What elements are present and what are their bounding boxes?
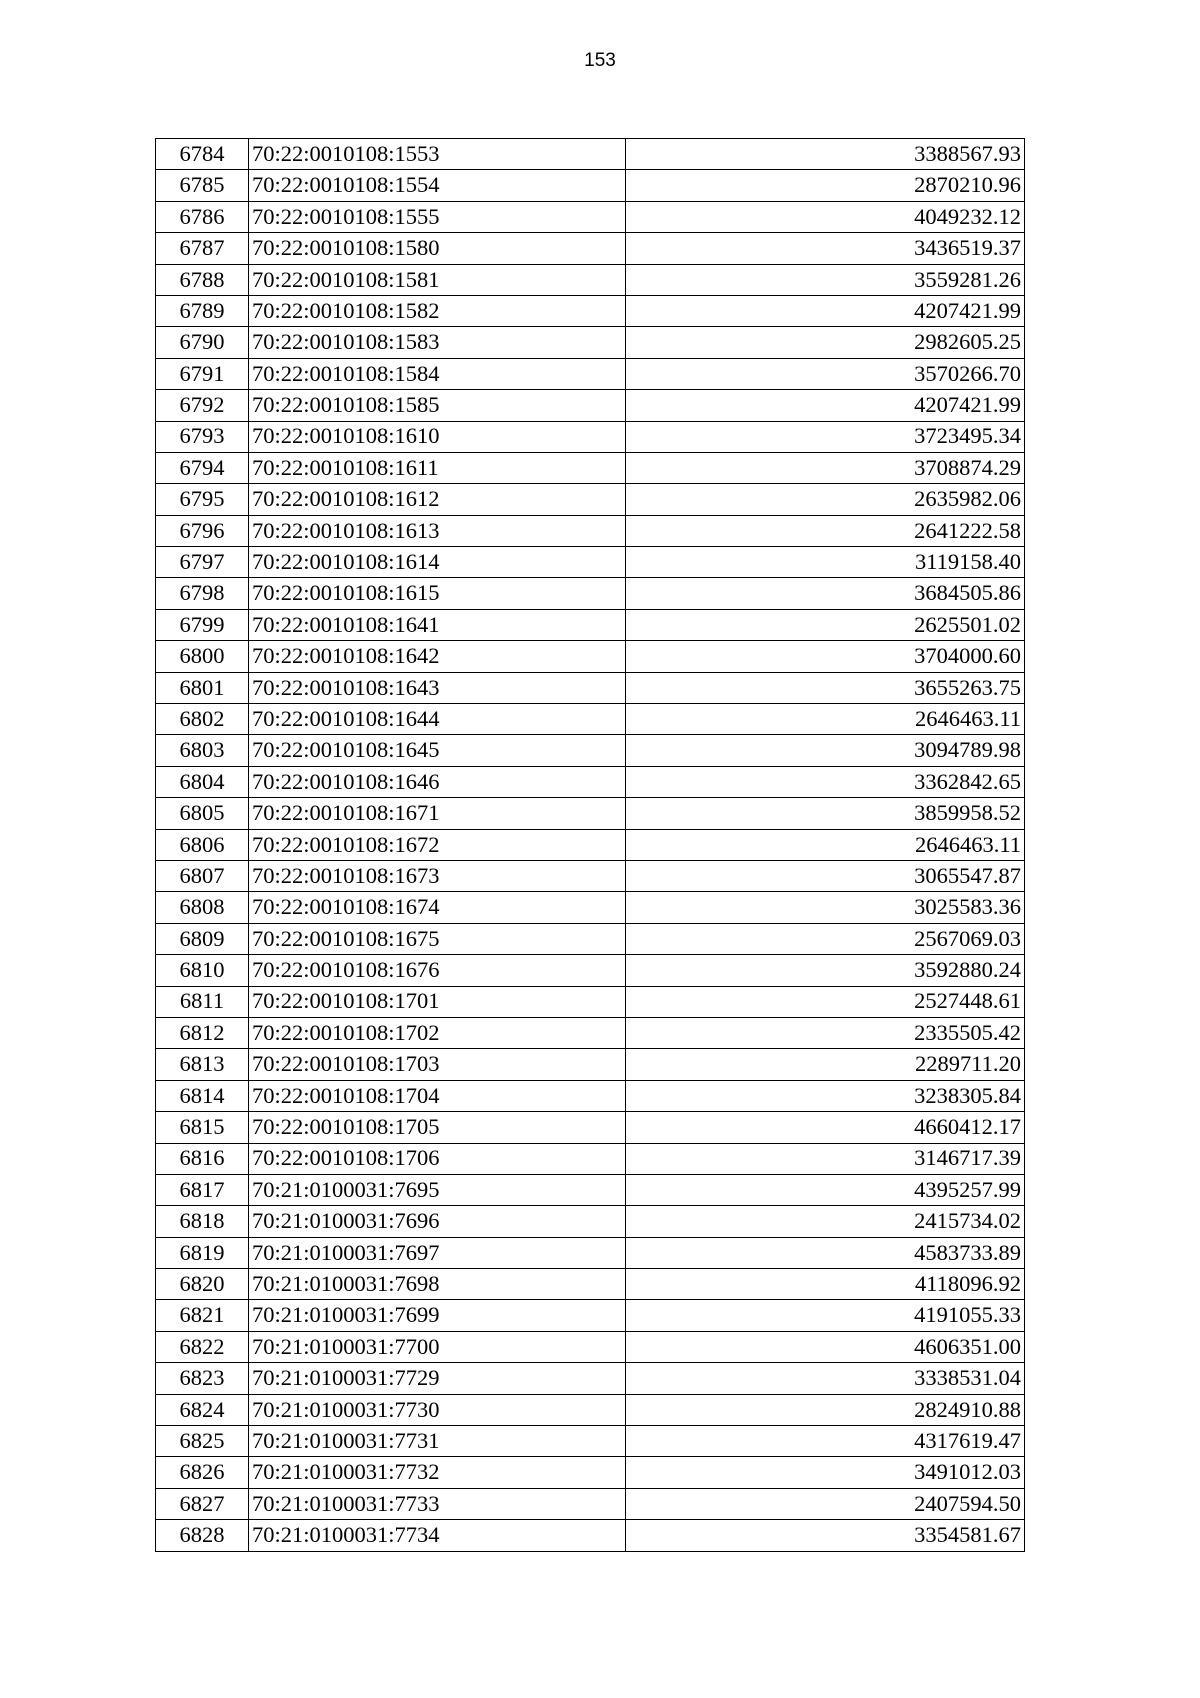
cadastral-value-cell: 3119158.40 bbox=[626, 547, 1025, 578]
row-number-cell: 6819 bbox=[156, 1237, 249, 1268]
cadastral-value-cell: 3592880.24 bbox=[626, 955, 1025, 986]
row-number-cell: 6793 bbox=[156, 421, 249, 452]
row-number-cell: 6808 bbox=[156, 892, 249, 923]
row-number-cell: 6798 bbox=[156, 578, 249, 609]
table-row bbox=[156, 1426, 1025, 1457]
cadastral-number-cell: 70:21:0100031:7731 bbox=[249, 1426, 626, 1457]
row-number-cell: 6796 bbox=[156, 515, 249, 546]
cadastral-number-cell: 70:22:0010108:1672 bbox=[249, 829, 626, 860]
cadastral-value-cell: 3859958.52 bbox=[626, 798, 1025, 829]
table-row bbox=[156, 1017, 1025, 1048]
cadastral-value-cell: 3655263.75 bbox=[626, 672, 1025, 703]
row-number-cell: 6794 bbox=[156, 452, 249, 483]
cadastral-number-cell: 70:22:0010108:1553 bbox=[249, 139, 626, 170]
cadastral-number-cell: 70:22:0010108:1646 bbox=[249, 766, 626, 797]
table-row bbox=[156, 139, 1025, 170]
cadastral-number-cell: 70:22:0010108:1584 bbox=[249, 358, 626, 389]
cadastral-number-cell: 70:22:0010108:1641 bbox=[249, 609, 626, 640]
row-number-cell: 6825 bbox=[156, 1426, 249, 1457]
table-row bbox=[156, 327, 1025, 358]
cadastral-number-cell: 70:22:0010108:1674 bbox=[249, 892, 626, 923]
row-number-cell: 6804 bbox=[156, 766, 249, 797]
cadastral-number-cell: 70:22:0010108:1614 bbox=[249, 547, 626, 578]
row-number-cell: 6790 bbox=[156, 327, 249, 358]
cadastral-number-cell: 70:22:0010108:1585 bbox=[249, 390, 626, 421]
cadastral-value-cell: 2415734.02 bbox=[626, 1206, 1025, 1237]
table-row bbox=[156, 672, 1025, 703]
row-number-cell: 6795 bbox=[156, 484, 249, 515]
cadastral-number-cell: 70:22:0010108:1612 bbox=[249, 484, 626, 515]
cadastral-number-cell: 70:22:0010108:1706 bbox=[249, 1143, 626, 1174]
cadastral-number-cell: 70:21:0100031:7730 bbox=[249, 1394, 626, 1425]
cadastral-value-cell: 2289711.20 bbox=[626, 1049, 1025, 1080]
cadastral-number-cell: 70:22:0010108:1676 bbox=[249, 955, 626, 986]
cadastral-number-cell: 70:21:0100031:7696 bbox=[249, 1206, 626, 1237]
cadastral-value-cell: 3559281.26 bbox=[626, 264, 1025, 295]
cadastral-number-cell: 70:21:0100031:7733 bbox=[249, 1488, 626, 1519]
cadastral-value-cell: 3354581.67 bbox=[626, 1520, 1025, 1551]
row-number-cell: 6797 bbox=[156, 547, 249, 578]
cadastral-number-cell: 70:22:0010108:1555 bbox=[249, 201, 626, 232]
table-row bbox=[156, 1394, 1025, 1425]
table-row bbox=[156, 390, 1025, 421]
row-number-cell: 6828 bbox=[156, 1520, 249, 1551]
cadastral-number-cell: 70:21:0100031:7732 bbox=[249, 1457, 626, 1488]
table-row bbox=[156, 1206, 1025, 1237]
cadastral-value-cell: 4583733.89 bbox=[626, 1237, 1025, 1268]
table-row bbox=[156, 578, 1025, 609]
row-number-cell: 6810 bbox=[156, 955, 249, 986]
row-number-cell: 6807 bbox=[156, 860, 249, 891]
table-row bbox=[156, 860, 1025, 891]
cadastral-number-cell: 70:21:0100031:7695 bbox=[249, 1174, 626, 1205]
cadastral-value-cell: 4118096.92 bbox=[626, 1269, 1025, 1300]
cadastral-value-cell: 3094789.98 bbox=[626, 735, 1025, 766]
table-row bbox=[156, 295, 1025, 326]
row-number-cell: 6811 bbox=[156, 986, 249, 1017]
row-number-cell: 6823 bbox=[156, 1363, 249, 1394]
cadastral-value-cell: 4207421.99 bbox=[626, 390, 1025, 421]
row-number-cell: 6784 bbox=[156, 139, 249, 170]
table-row bbox=[156, 1080, 1025, 1111]
cadastral-value-cell: 3704000.60 bbox=[626, 641, 1025, 672]
cadastral-value-cell: 3436519.37 bbox=[626, 233, 1025, 264]
row-number-cell: 6815 bbox=[156, 1112, 249, 1143]
table-row bbox=[156, 1112, 1025, 1143]
row-number-cell: 6805 bbox=[156, 798, 249, 829]
row-number-cell: 6824 bbox=[156, 1394, 249, 1425]
cadastral-value-cell: 4317619.47 bbox=[626, 1426, 1025, 1457]
row-number-cell: 6800 bbox=[156, 641, 249, 672]
cadastral-value-cell: 3684505.86 bbox=[626, 578, 1025, 609]
cadastral-number-cell: 70:21:0100031:7734 bbox=[249, 1520, 626, 1551]
cadastral-value-cell: 3338531.04 bbox=[626, 1363, 1025, 1394]
row-number-cell: 6820 bbox=[156, 1269, 249, 1300]
table-row bbox=[156, 1269, 1025, 1300]
cadastral-number-cell: 70:22:0010108:1642 bbox=[249, 641, 626, 672]
cadastral-value-cell: 4395257.99 bbox=[626, 1174, 1025, 1205]
cadastral-number-cell: 70:21:0100031:7700 bbox=[249, 1331, 626, 1362]
table-row bbox=[156, 264, 1025, 295]
cadastral-number-cell: 70:22:0010108:1702 bbox=[249, 1017, 626, 1048]
row-number-cell: 6822 bbox=[156, 1331, 249, 1362]
row-number-cell: 6787 bbox=[156, 233, 249, 264]
cadastral-number-cell: 70:22:0010108:1580 bbox=[249, 233, 626, 264]
table-row bbox=[156, 892, 1025, 923]
cadastral-value-cell: 3388567.93 bbox=[626, 139, 1025, 170]
table-row bbox=[156, 1520, 1025, 1551]
cadastral-number-cell: 70:21:0100031:7698 bbox=[249, 1269, 626, 1300]
cadastral-value-cell: 2527448.61 bbox=[626, 986, 1025, 1017]
row-number-cell: 6812 bbox=[156, 1017, 249, 1048]
table-row bbox=[156, 1331, 1025, 1362]
row-number-cell: 6814 bbox=[156, 1080, 249, 1111]
cadastral-number-cell: 70:22:0010108:1671 bbox=[249, 798, 626, 829]
table-row bbox=[156, 421, 1025, 452]
cadastral-value-cell: 4207421.99 bbox=[626, 295, 1025, 326]
row-number-cell: 6799 bbox=[156, 609, 249, 640]
cadastral-value-cell: 3362842.65 bbox=[626, 766, 1025, 797]
cadastral-value-cell: 3146717.39 bbox=[626, 1143, 1025, 1174]
table-row bbox=[156, 986, 1025, 1017]
row-number-cell: 6802 bbox=[156, 704, 249, 735]
table-row bbox=[156, 798, 1025, 829]
cadastral-value-cell: 4049232.12 bbox=[626, 201, 1025, 232]
cadastral-number-cell: 70:22:0010108:1673 bbox=[249, 860, 626, 891]
table-row bbox=[156, 170, 1025, 201]
cadastral-value-cell: 3065547.87 bbox=[626, 860, 1025, 891]
cadastral-value-cell: 2635982.06 bbox=[626, 484, 1025, 515]
cadastral-value-cell: 2870210.96 bbox=[626, 170, 1025, 201]
row-number-cell: 6816 bbox=[156, 1143, 249, 1174]
cadastral-number-cell: 70:22:0010108:1610 bbox=[249, 421, 626, 452]
table-row bbox=[156, 955, 1025, 986]
table-row bbox=[156, 358, 1025, 389]
cadastral-number-cell: 70:22:0010108:1613 bbox=[249, 515, 626, 546]
cadastral-value-table bbox=[155, 138, 1025, 1552]
cadastral-number-cell: 70:22:0010108:1703 bbox=[249, 1049, 626, 1080]
cadastral-value-cell: 3708874.29 bbox=[626, 452, 1025, 483]
cadastral-number-cell: 70:21:0100031:7699 bbox=[249, 1300, 626, 1331]
cadastral-number-cell: 70:21:0100031:7697 bbox=[249, 1237, 626, 1268]
table-row bbox=[156, 1457, 1025, 1488]
row-number-cell: 6821 bbox=[156, 1300, 249, 1331]
cadastral-number-cell: 70:22:0010108:1644 bbox=[249, 704, 626, 735]
table-row bbox=[156, 1300, 1025, 1331]
table-row bbox=[156, 201, 1025, 232]
cadastral-number-cell: 70:22:0010108:1643 bbox=[249, 672, 626, 703]
cadastral-number-cell: 70:22:0010108:1615 bbox=[249, 578, 626, 609]
row-number-cell: 6792 bbox=[156, 390, 249, 421]
row-number-cell: 6786 bbox=[156, 201, 249, 232]
cadastral-value-cell: 2567069.03 bbox=[626, 923, 1025, 954]
table-row bbox=[156, 1143, 1025, 1174]
table-row bbox=[156, 923, 1025, 954]
table-row bbox=[156, 609, 1025, 640]
cadastral-number-cell: 70:22:0010108:1581 bbox=[249, 264, 626, 295]
cadastral-value-cell: 2625501.02 bbox=[626, 609, 1025, 640]
cadastral-value-cell: 4606351.00 bbox=[626, 1331, 1025, 1362]
cadastral-number-cell: 70:22:0010108:1675 bbox=[249, 923, 626, 954]
row-number-cell: 6801 bbox=[156, 672, 249, 703]
table-row bbox=[156, 735, 1025, 766]
table-row bbox=[156, 1488, 1025, 1519]
row-number-cell: 6826 bbox=[156, 1457, 249, 1488]
row-number-cell: 6809 bbox=[156, 923, 249, 954]
row-number-cell: 6818 bbox=[156, 1206, 249, 1237]
cadastral-number-cell: 70:22:0010108:1645 bbox=[249, 735, 626, 766]
table-row bbox=[156, 233, 1025, 264]
cadastral-number-cell: 70:22:0010108:1705 bbox=[249, 1112, 626, 1143]
cadastral-number-cell: 70:22:0010108:1704 bbox=[249, 1080, 626, 1111]
cadastral-number-cell: 70:22:0010108:1554 bbox=[249, 170, 626, 201]
row-number-cell: 6803 bbox=[156, 735, 249, 766]
table-row bbox=[156, 547, 1025, 578]
cadastral-value-cell: 2335505.42 bbox=[626, 1017, 1025, 1048]
cadastral-value-cell: 3238305.84 bbox=[626, 1080, 1025, 1111]
row-number-cell: 6789 bbox=[156, 295, 249, 326]
row-number-cell: 6817 bbox=[156, 1174, 249, 1205]
row-number-cell: 6788 bbox=[156, 264, 249, 295]
cadastral-number-cell: 70:22:0010108:1582 bbox=[249, 295, 626, 326]
row-number-cell: 6806 bbox=[156, 829, 249, 860]
table-row bbox=[156, 1174, 1025, 1205]
row-number-cell: 6813 bbox=[156, 1049, 249, 1080]
table-row bbox=[156, 766, 1025, 797]
cadastral-value-cell: 3491012.03 bbox=[626, 1457, 1025, 1488]
cadastral-number-cell: 70:22:0010108:1701 bbox=[249, 986, 626, 1017]
cadastral-value-cell: 2982605.25 bbox=[626, 327, 1025, 358]
cadastral-value-cell: 3570266.70 bbox=[626, 358, 1025, 389]
table-body bbox=[156, 139, 1025, 1552]
table-row bbox=[156, 704, 1025, 735]
table-row bbox=[156, 484, 1025, 515]
table-row bbox=[156, 452, 1025, 483]
cadastral-value-cell: 3723495.34 bbox=[626, 421, 1025, 452]
cadastral-value-cell: 2646463.11 bbox=[626, 704, 1025, 735]
cadastral-value-cell: 4660412.17 bbox=[626, 1112, 1025, 1143]
table-row bbox=[156, 641, 1025, 672]
row-number-cell: 6827 bbox=[156, 1488, 249, 1519]
cadastral-number-cell: 70:22:0010108:1611 bbox=[249, 452, 626, 483]
cadastral-value-cell: 2641222.58 bbox=[626, 515, 1025, 546]
cadastral-value-cell: 2824910.88 bbox=[626, 1394, 1025, 1425]
page-number: 153 bbox=[584, 50, 616, 71]
table-row bbox=[156, 515, 1025, 546]
table-row bbox=[156, 1049, 1025, 1080]
table-row bbox=[156, 1237, 1025, 1268]
cadastral-value-cell: 2646463.11 bbox=[626, 829, 1025, 860]
cadastral-value-cell: 3025583.36 bbox=[626, 892, 1025, 923]
row-number-cell: 6785 bbox=[156, 170, 249, 201]
row-number-cell: 6791 bbox=[156, 358, 249, 389]
cadastral-value-cell: 4191055.33 bbox=[626, 1300, 1025, 1331]
table-row bbox=[156, 1363, 1025, 1394]
cadastral-value-cell: 2407594.50 bbox=[626, 1488, 1025, 1519]
cadastral-number-cell: 70:21:0100031:7729 bbox=[249, 1363, 626, 1394]
table-row bbox=[156, 829, 1025, 860]
cadastral-number-cell: 70:22:0010108:1583 bbox=[249, 327, 626, 358]
